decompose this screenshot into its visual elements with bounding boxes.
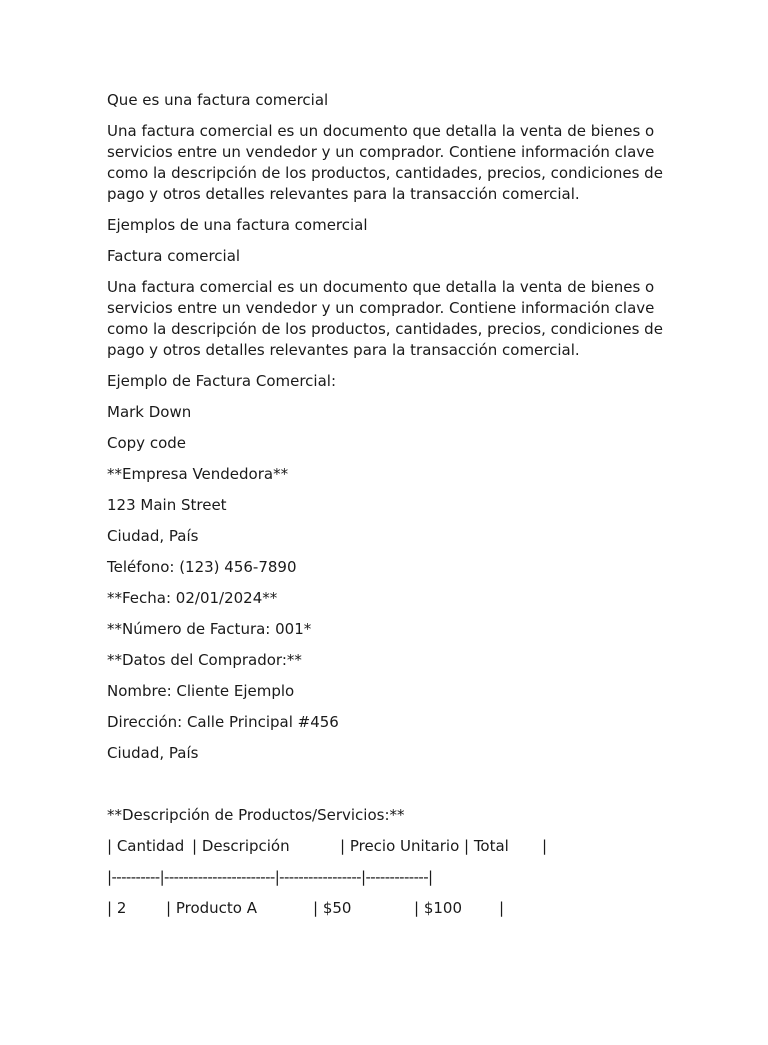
code-language-label: Mark Down <box>107 403 192 421</box>
heading-ejemplos: Ejemplos de una factura comercial <box>107 216 368 234</box>
copy-code-button[interactable]: Copy code <box>107 434 186 452</box>
heading-que-es: Que es una factura comercial <box>107 91 329 109</box>
line-datos-comprador: **Datos del Comprador:** <box>107 651 302 669</box>
document-page <box>107 90 667 929</box>
table-header-row <box>107 836 667 857</box>
line-telefono: Teléfono: (123) 456-7890 <box>107 558 297 576</box>
line-street: 123 Main Street <box>107 496 227 514</box>
line-numero-factura: **Número de Factura: 001* <box>107 620 312 638</box>
line-ciudad-seller: Ciudad, País <box>107 527 199 545</box>
table-cell-precio: | $50 <box>313 899 352 917</box>
line-direccion: Dirección: Calle Principal #456 <box>107 713 339 731</box>
products-heading: **Descripción de Productos/Servicios:** <box>107 806 405 824</box>
paragraph-definition-repeat: Una factura comercial es un documento que detalla la venta de bienes o servicios entre un vendedor y un comprador. Contiene información clave como la descripción de los productos, cantidades, precios, condiciones de pago y otros detalles relevantes para la transacción comercial. <box>107 278 663 359</box>
line-fecha: **Fecha: 02/01/2024** <box>107 589 278 607</box>
table-header-end: | <box>542 837 548 855</box>
paragraph-definition: Una factura comercial es un documento que detalla la venta de bienes o servicios entre un vendedor y un comprador. Contiene información clave como la descripción de los productos, cantidades, precios, condiciones de pago y otros detalles relevantes para la transacción comercial. <box>107 122 663 203</box>
table-cell-total: | $100 <box>414 899 462 917</box>
table-cell-end: | <box>499 899 505 917</box>
table-cell-cantidad: | 2 <box>107 899 127 917</box>
blank-line <box>107 774 667 805</box>
example-label: Ejemplo de Factura Comercial: <box>107 372 336 390</box>
table-header-cantidad: | Cantidad <box>107 837 185 855</box>
table-header-descripcion: | Descripción <box>192 837 290 855</box>
table-cell-descripcion: | Producto A <box>166 899 257 917</box>
line-empresa: **Empresa Vendedora** <box>107 465 289 483</box>
table-header-precio: | Precio Unitario <box>340 837 460 855</box>
heading-factura-comercial: Factura comercial <box>107 247 241 265</box>
line-ciudad-buyer: Ciudad, País <box>107 744 199 762</box>
line-nombre: Nombre: Cliente Ejemplo <box>107 682 295 700</box>
table-header-total: | Total <box>464 837 509 855</box>
table-row <box>107 898 667 919</box>
table-separator-row: |----------|-----------------------|-----------------|-------------| <box>107 868 433 886</box>
